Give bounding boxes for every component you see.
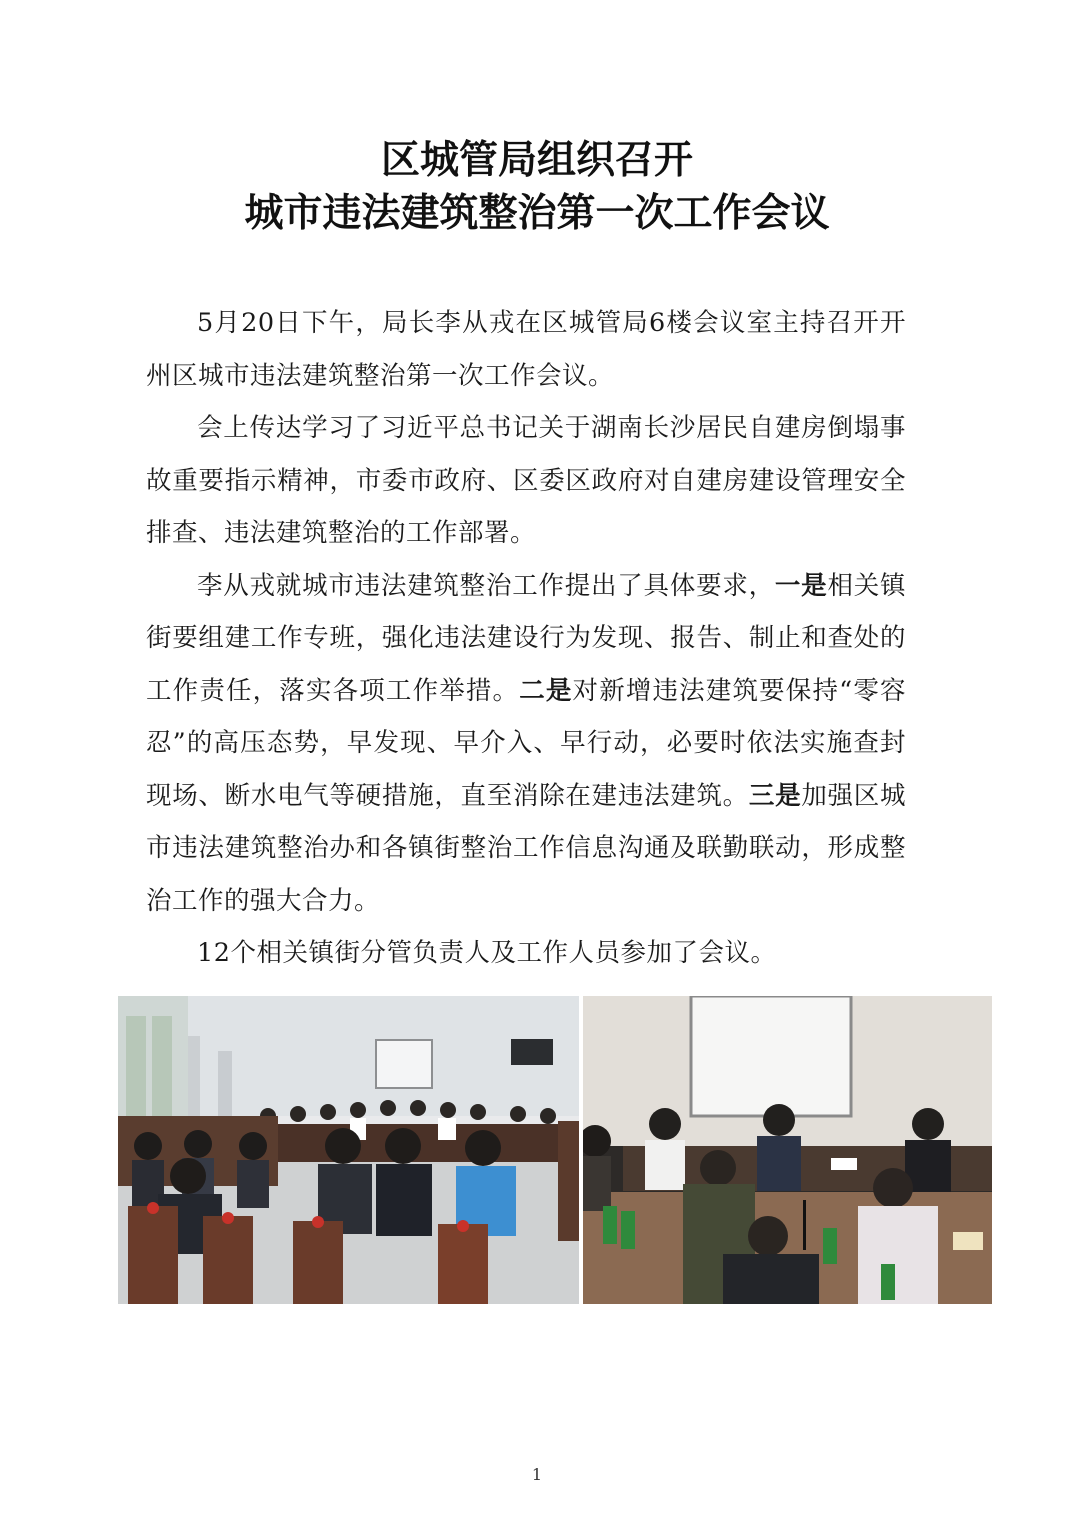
- page-number: 1: [531, 1465, 543, 1484]
- meeting-photo-left: [118, 996, 579, 1304]
- paragraph-1: 5月20日下午，局长李从戎在区城管局6楼会议室主持召开开州区城市违法建筑整治第一次工作会议。: [146, 308, 906, 391]
- paragraph-3-intro: 李从戎就城市违法建筑整治工作提出了具体要求，: [197, 570, 775, 601]
- title-line-2: 城市违法建筑整治第一次工作会议: [244, 190, 830, 236]
- point-3-text: 加强区城市违法建筑整治办和各镇街整治工作信息沟通及联勤联动，形成整治工作的强大合力。: [146, 780, 906, 916]
- point-1-label: 一是: [774, 570, 828, 601]
- meeting-photo-right: [583, 996, 992, 1304]
- paragraph-4: 12个相关镇街分管负责人及工作人员参加了会议。: [197, 938, 777, 968]
- article-body: [146, 297, 906, 980]
- paragraph-2: 会上传达学习了习近平总书记关于湖南长沙居民自建房倒塌事故重要指示精神，市委市政府、区委区政府对自建房建设管理安全排查、违法建筑整治的工作部署。: [146, 413, 906, 548]
- point-1-text: 相关镇街要组建工作专班，强化违法建设行为发现、报告、制止和查处的工作责任，落实各项工作举措。: [146, 570, 906, 706]
- paragraph-3: [146, 560, 906, 928]
- point-2-label: 二是: [519, 675, 573, 706]
- point-2-text: 对新增违法建筑要保持“零容忍”的高压态势，早发现、早介入、早行动，必要时依法实施查封现场、断水电气等硬措施，直至消除在建违法建筑。: [146, 675, 906, 811]
- point-3-label: 三是: [748, 780, 802, 811]
- title-line-1: 区城管局组织召开: [380, 137, 693, 183]
